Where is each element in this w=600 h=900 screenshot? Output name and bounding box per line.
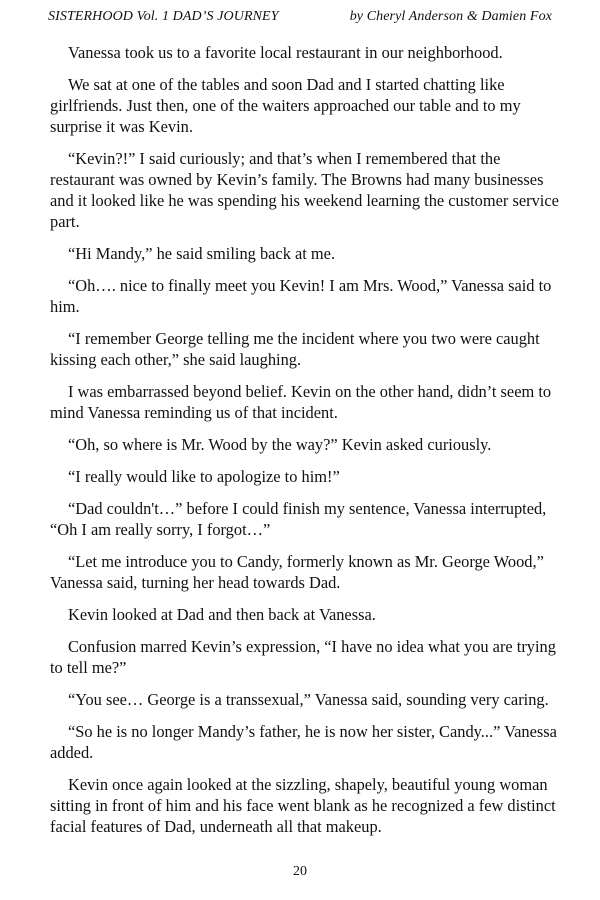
- paragraph: “I remember George telling me the incident where you two were caught kissing each other,” she said laughing.: [50, 329, 540, 369]
- paragraph: Confusion marred Kevin’s expression, “I have no idea what you are trying to tell me?”: [50, 637, 556, 677]
- header-authors: by Cheryl Anderson & Damien Fox: [349, 9, 552, 24]
- running-header: [48, 9, 552, 25]
- paragraph: “Oh…. nice to finally meet you Kevin! I am Mrs. Wood,” Vanessa said to him.: [50, 276, 552, 316]
- paragraph: Vanessa took us to a favorite local restaurant in our neighborhood.: [68, 43, 503, 62]
- paragraph: “So he is no longer Mandy’s father, he is now her sister, Candy...” Vanessa added.: [50, 722, 557, 762]
- paragraph: “Kevin?!” I said curiously; and that’s when I remembered that the restaurant was owned by Kevin’s family. The Browns had many businesses and it looked like he was spending his weekend learning the customer service part.: [50, 149, 559, 231]
- paragraph: Kevin once again looked at the sizzling, shapely, beautiful young woman sitting in front of him and his face went blank as he recognized a few distinct facial features of Dad, underneath all that makeup.: [50, 775, 556, 836]
- paragraph: “Let me introduce you to Candy, formerly known as Mr. George Wood,” Vanessa said, turning her head towards Dad.: [50, 552, 544, 592]
- paragraph: “I really would like to apologize to him!”: [68, 467, 340, 486]
- header-title: SISTERHOOD Vol. 1 DAD’S JOURNEY: [48, 9, 279, 24]
- body-text: [50, 42, 560, 848]
- paragraph: “Oh, so where is Mr. Wood by the way?” Kevin asked curiously.: [68, 435, 492, 454]
- paragraph: I was embarrassed beyond belief. Kevin on the other hand, didn’t seem to mind Vanessa reminding us of that incident.: [50, 382, 552, 422]
- paragraph: Kevin looked at Dad and then back at Vanessa.: [68, 605, 376, 624]
- paragraph: “You see… George is a transsexual,” Vanessa said, sounding very caring.: [68, 690, 549, 709]
- paragraph: “Dad couldn't…” before I could finish my sentence, Vanessa interrupted, “Oh I am really sorry, I forgot…”: [50, 499, 547, 539]
- paragraph: We sat at one of the tables and soon Dad and I started chatting like girlfriends. Just then, one of the waiters approached our table and to my surprise it was Kevin.: [50, 75, 521, 136]
- paragraph: “Hi Mandy,” he said smiling back at me.: [68, 244, 336, 263]
- page-number: 20: [293, 864, 307, 879]
